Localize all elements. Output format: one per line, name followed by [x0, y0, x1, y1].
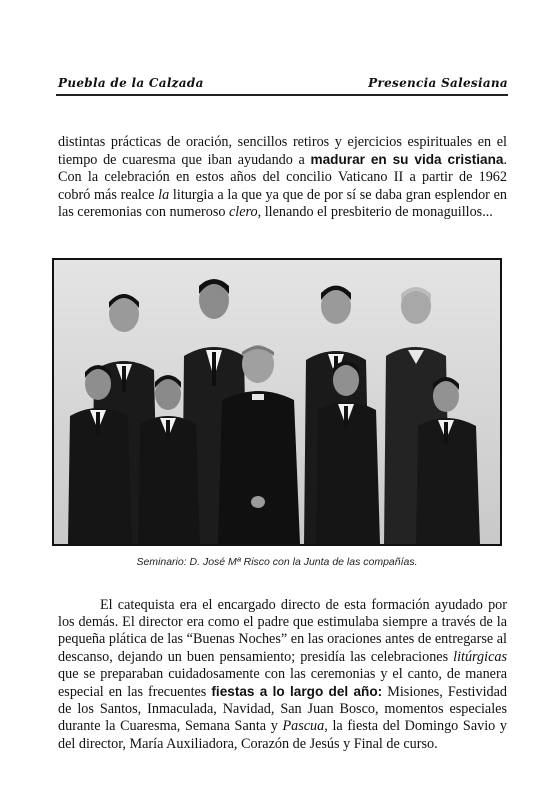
- paragraph-1-italic-b: clero: [228, 203, 258, 220]
- paragraph-1-bold: madurar en su vida cristiana: [310, 152, 504, 168]
- photo-caption: Seminario: D. José Mª Risco con la Junta de las compañías.: [136, 556, 418, 568]
- paragraph-1-text-c: liturgia a la que ya que de por sí se daba gran esplendor en las ceremonias con numeroso: [58, 186, 507, 220]
- paragraph-2-text-d: , la fiesta del Domingo Savio y del director, María Auxiliadora, Corazón de Jesús y Final de curso.: [58, 718, 507, 752]
- paragraph-2: [58, 597, 507, 753]
- paragraph-1-text-d: , llenando el presbiterio de monaguillos...: [257, 203, 493, 220]
- paragraph-2-text-c: Misiones, Festividad de los Santos, Inmaculada, Navidad, San Juan Bosco, momentos especiales durante la Cuaresma, Semana Santa y: [58, 684, 507, 735]
- photo-illustration: [54, 260, 500, 544]
- header-divider: [56, 94, 508, 96]
- paragraph-1-text-a: distintas prácticas de oración, sencillos retiros y ejercicios espirituales en el tiempo de cuaresma que iban ayudando a: [58, 134, 507, 169]
- paragraph-1: [58, 134, 507, 221]
- paragraph-1-text-b: . Con la celebración en estos años del concilio Vaticano II a partir de 1962 cobró más realce: [58, 152, 507, 203]
- running-header-right: Presencia Salesiana: [368, 76, 508, 90]
- paragraph-2-bold: fiestas a lo largo del año:: [211, 684, 383, 700]
- running-header-left: Puebla de la Calzada: [58, 76, 204, 90]
- paragraph-2-italic-b: Pascua: [282, 718, 325, 735]
- paragraph-2-italic-a: litúrgicas: [453, 648, 507, 665]
- paragraph-1-italic-a: la: [158, 186, 170, 203]
- paragraph-2-text-a: El catequista era el encargado directo de esta formación ayudado por los demás. El director era como el padre que estimulaba siempre a través de la pequeña plática de las “Buenas Noches” en las oraciones antes de entregarse al descanso, dejando un buen pensamiento; presidía las celebraciones: [58, 597, 507, 665]
- group-portrait-photo: [52, 258, 502, 546]
- paragraph-2-text-b: que se preparaban cuidadosamente con las ceremonias y el canto, de manera especial en las frecuentes: [58, 665, 507, 701]
